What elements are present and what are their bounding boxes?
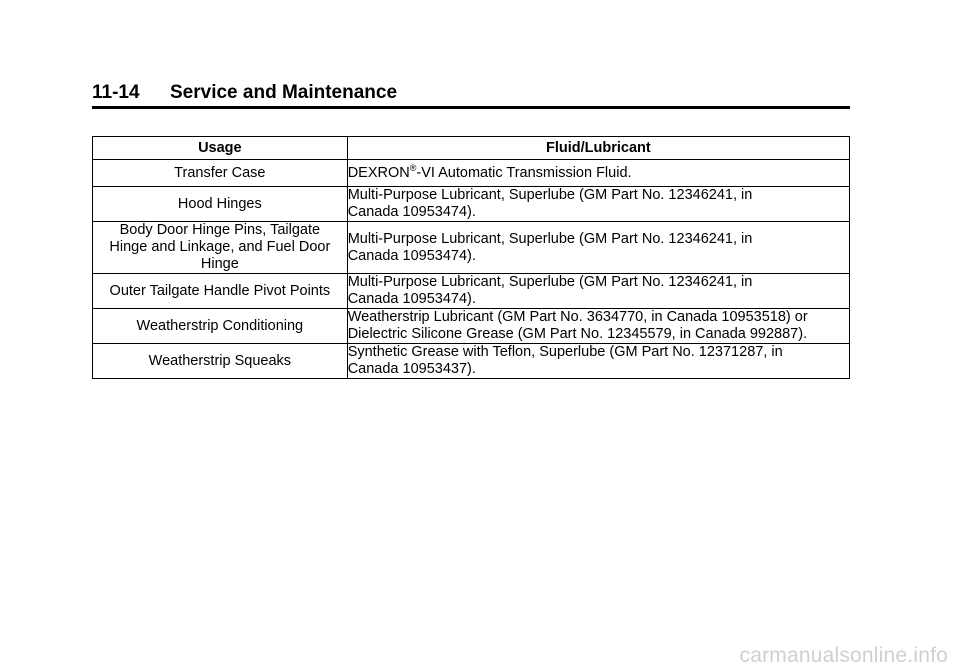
registered-mark: ® [409,162,417,173]
fluid-name: DEXRON [347,164,410,181]
table-header-row [93,137,850,160]
usage-line: Hinge and Linkage, and Fuel Door [109,239,331,255]
section-title: Service and Maintenance [170,82,398,103]
watermark: carmanualsonline.info [739,644,948,667]
table-row [93,187,850,222]
usage-line: Body Door Hinge Pins, Tailgate [119,222,321,238]
table-row [93,344,850,379]
fluid-cell [347,309,849,344]
column-header-usage: Usage [93,137,348,160]
table-row [93,274,850,309]
column-header-fluid: Fluid/Lubricant [347,137,849,160]
fluid-line: Dielectric Silicone Grease (GM Part No. 12345579, in Canada 992887). [347,326,808,342]
fluid-line: Multi-Purpose Lubricant, Superlube (GM Part No. 12346241, in [347,187,753,203]
page-header [92,82,850,109]
table-row [93,222,850,274]
fluid-line: Canada 10953437). [347,361,476,377]
fluid-cell [347,344,849,379]
usage-cell: Weatherstrip Squeaks [93,344,348,379]
fluid-cell [347,187,849,222]
fluid-desc: -VI Automatic Transmission Fluid. [416,164,632,181]
fluid-line: Canada 10953474). [347,204,476,220]
usage-line: Hinge [200,256,239,272]
fluid-line: Canada 10953474). [347,291,476,307]
table-row [93,309,850,344]
fluid-cell [347,160,849,187]
fluid-line: Weatherstrip Lubricant (GM Part No. 3634770, in Canada 10953518) or [347,309,808,325]
usage-cell: Transfer Case [93,160,348,187]
usage-cell: Weatherstrip Conditioning [93,309,348,344]
lubricant-table [92,136,850,379]
fluid-cell [347,222,849,274]
usage-cell: Outer Tailgate Handle Pivot Points [93,274,348,309]
usage-cell: Hood Hinges [93,187,348,222]
fluid-line: Canada 10953474). [347,247,476,264]
fluid-cell [347,274,849,309]
fluid-line: Synthetic Grease with Teflon, Superlube (GM Part No. 12371287, in [347,344,783,360]
fluid-line: Multi-Purpose Lubricant, Superlube (GM Part No. 12346241, in [347,230,753,247]
usage-cell [93,222,348,274]
page-number: 11-14 [92,82,140,103]
table-row [93,160,850,187]
fluid-line: Multi-Purpose Lubricant, Superlube (GM Part No. 12346241, in [347,274,753,290]
